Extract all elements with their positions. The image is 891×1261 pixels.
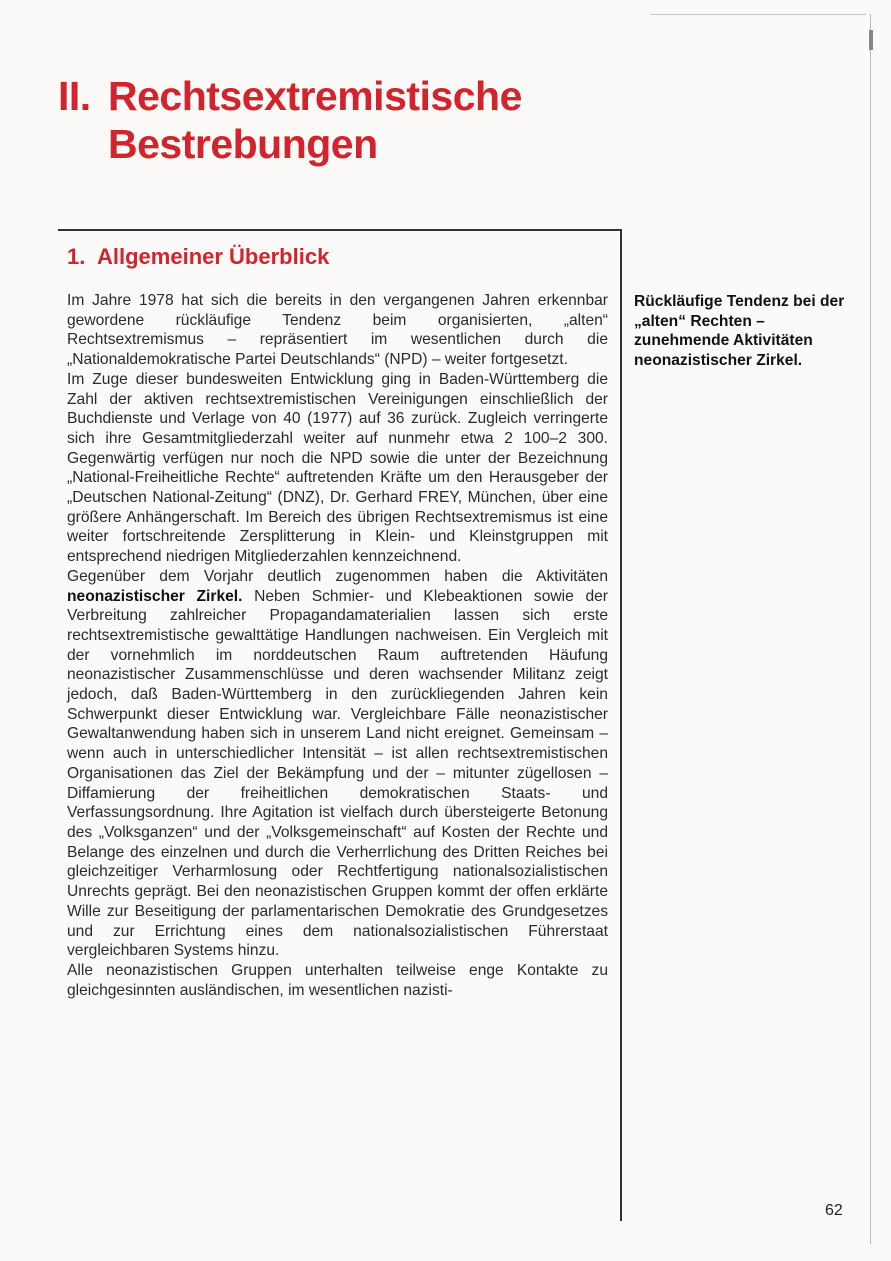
page-number: 62 [825,1202,843,1219]
page-edge-mark [869,30,873,50]
paragraph-4: Alle neonazistischen Gruppen unterhalten teilweise enge Kontakte zu gleichgesinnten ausländischen, im wesentlichen nazisti- [67,961,608,999]
paragraph-3 [67,567,608,961]
margin-note: Rückläufige Tendenz bei der „alten“ Rechten – zunehmende Aktivitäten neonazistischer Zirkel. [634,293,845,370]
section-frame-right [620,229,622,1221]
paragraph-3-lead: Gegenüber dem Vorjahr deutlich zugenommen haben die Aktivitäten [67,567,608,585]
paragraph-3-rest: Neben Schmier- und Klebeaktionen sowie der Verbreitung zahlreicher Propagandamaterialien lassen sich erste rechtsextremistische gewalttätige Handlungen nachweisen. Ein Vergleich mit der vornehmlich im norddeutschen Raum auftretenden Häufung neonazistischer Zusammenschlüsse und deren wachsender Militanz zeigt jedoch, daß Baden-Württemberg in den zurückliegenden Jahren kein Schwerpunkt dieser Entwicklung war. Vergleichbare Fälle neonazistischer Gewaltanwendung haben sich in unserem Land nicht ereignet. Gemeinsam – wenn auch in unterschiedlicher Intensität – ist allen rechtsextremistischen Organisationen das Ziel der Bekämpfung und der – mitunter zügellosen – Diffamierung der freiheitlichen demokratischen Staats- und Verfassungsordnung. Ihre Agitation ist vielfach durch übersteigerte Betonung des „Volksganzen“ und der „Volksgemeinschaft“ auf Kosten der Rechte und Belange des einzelnen und durch die Verherrlichung des Dritten Reiches bei gleichzeitiger Verharmlosung oder Rechtfertigung nationalsozialistischen Unrechts geprägt. Bei den neonazistischen Gruppen kommt der offen erklärte Wille zur Beseitigung der parlamentarischen Demokratie des Grundgesetzes und zur Errichtung eines dem nationalsozialistischen Führerstaat vergleichbaren Systems hinzu. [67,587,608,960]
body-text [67,291,608,1000]
chapter-number: II. [58,73,91,119]
paragraph-2: Im Zuge dieser bundesweiten Entwicklung ging in Baden-Württemberg die Zahl der aktiven rechtsextremistischen Vereinigungen einschließlich der Buchdienste und Verlage von 40 (1977) auf 36 zurück. Zugleich verringerte sich ihre Gesamtmitgliederzahl weiter auf nunmehr etwa 2 100–2 300. Gegenwärtig verfügen nur noch die NPD sowie die unter der Bezeichnung „National-Freiheitliche Rechte“ auftretenden Kräfte um den Herausgeber der „Deutschen National-Zeitung“ (DNZ), Dr. Gerhard FREY, München, über eine größere Anhängerschaft. Im Bereich des übrigen Rechtsextremismus ist eine weiter fortschreitende Zersplitterung in Klein- und Kleinstgruppen mit entsprechend niedrigen Mitgliederzahlen kennzeichnend. [67,370,608,566]
chapter-title-line1: Rechtsextremistische [108,73,522,119]
section-number: 1. [67,244,86,269]
top-divider [650,14,866,15]
paragraph-1: Im Jahre 1978 hat sich die bereits in den vergangenen Jahren erkennbar gewordene rückläufige Tendenz beim organisierten, „alten“ Rechtsextremismus – repräsentiert im wesentlichen durch die „Nationaldemokratische Partei Deutschlands“ (NPD) – weiter fortgesetzt. [67,292,608,369]
section-title: Allgemeiner Überblick [97,244,330,269]
chapter-title [58,72,522,168]
section-frame-top [58,229,620,231]
chapter-title-line2: Bestrebungen [108,121,378,167]
page-edge [870,14,871,1244]
section-heading [67,244,329,270]
paragraph-3-emphasis: neonazistischer Zirkel. [67,587,243,605]
